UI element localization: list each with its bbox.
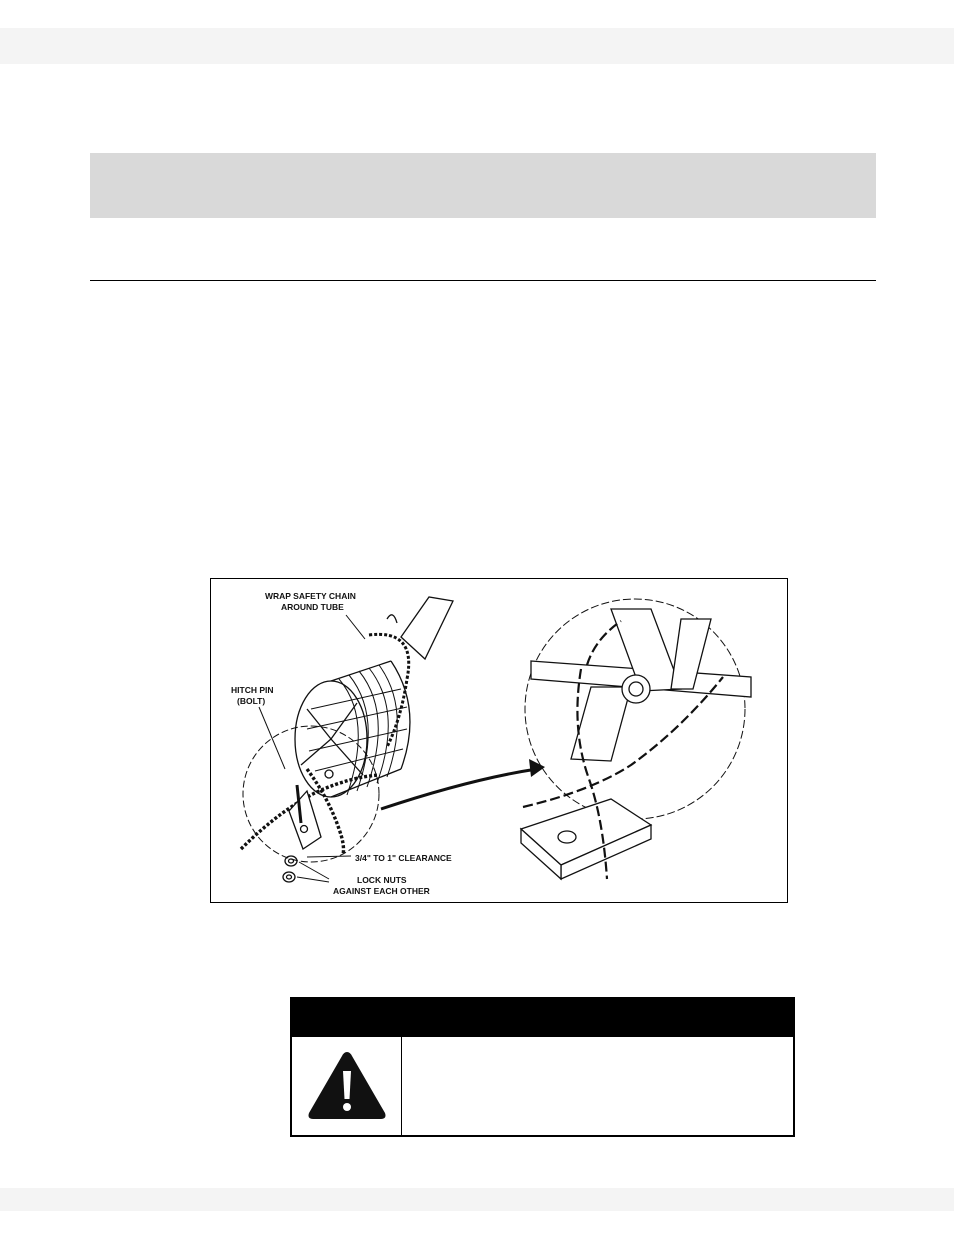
warning-text-cell: [402, 1037, 793, 1135]
label-wrap-chain-2: AROUND TUBE: [281, 602, 344, 612]
label-hitch-pin-2: (BOLT): [237, 696, 266, 706]
label-hitch-pin-1: HITCH PIN: [231, 685, 274, 695]
safety-chain-illustration: [211, 579, 787, 902]
warning-header-bar: [292, 999, 793, 1037]
warning-triangle-icon: [306, 1049, 388, 1122]
enlarged-frame: [521, 609, 751, 879]
safety-chain-figure: [210, 578, 788, 903]
section-header-bar: [90, 153, 876, 218]
label-clearance: 3/4" TO 1" CLEARANCE: [355, 853, 452, 863]
chain-hook: [387, 615, 397, 623]
drawbar: [289, 791, 321, 849]
warning-icon-cell: [292, 1037, 402, 1135]
label-lock-nuts-1: LOCK NUTS: [357, 875, 407, 885]
detail-arrow: [381, 769, 537, 809]
horizontal-rule: [90, 280, 876, 281]
label-wrap-chain-1: WRAP SAFETY CHAIN: [265, 591, 356, 601]
tongue-tube: [401, 597, 453, 659]
warning-box: [290, 997, 795, 1137]
label-lock-nuts-2: AGAINST EACH OTHER: [333, 886, 430, 896]
page-top-band: [0, 28, 954, 64]
page-bottom-band: [0, 1188, 954, 1211]
